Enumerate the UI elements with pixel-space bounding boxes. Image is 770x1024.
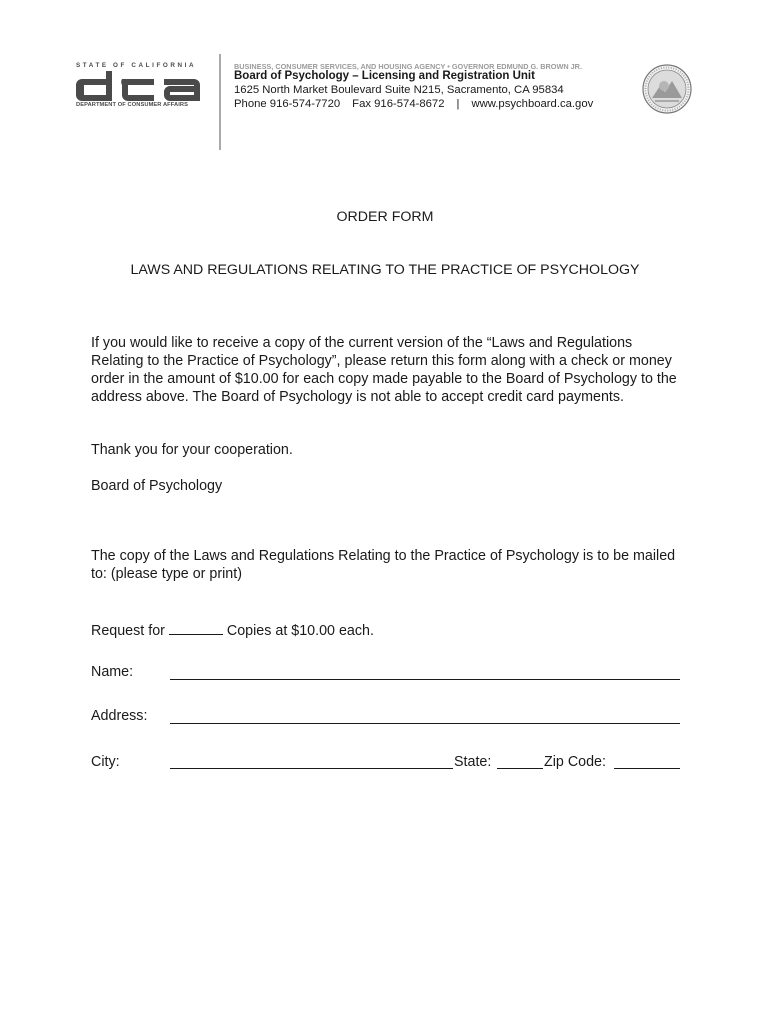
city-label: City: bbox=[91, 754, 120, 770]
signature-text: Board of Psychology bbox=[91, 478, 223, 494]
state-label: State: bbox=[454, 754, 492, 770]
request-line bbox=[91, 620, 374, 639]
header-divider bbox=[219, 54, 221, 150]
form-title: ORDER FORM bbox=[336, 209, 434, 225]
dca-wordmark-icon bbox=[76, 71, 200, 101]
zip-code-label: Zip Code: bbox=[544, 754, 606, 770]
mailing-instructions: The copy of the Laws and Regulations Relating to the Practice of Psychology is to be mailed to: (please type or print) bbox=[91, 548, 676, 583]
logo-state-text: STATE OF CALIFORNIA bbox=[76, 62, 197, 69]
copies-quantity-field[interactable] bbox=[169, 620, 223, 635]
request-prefix: Request for bbox=[91, 623, 165, 639]
state-field[interactable] bbox=[497, 768, 543, 769]
address-label: Address: bbox=[91, 708, 148, 724]
board-address: 1625 North Market Boulevard Suite N215, Sacramento, CA 95834 bbox=[234, 84, 564, 96]
agency-line: BUSINESS, CONSUMER SERVICES, AND HOUSING AGENCY • GOVERNOR EDMUND G. BROWN JR. bbox=[234, 62, 582, 71]
name-label: Name: bbox=[91, 664, 134, 680]
address-field[interactable] bbox=[170, 723, 680, 724]
request-suffix: Copies at $10.00 each. bbox=[226, 623, 374, 639]
fax-number: Fax 916-574-8672 bbox=[352, 98, 445, 110]
phone-number: Phone 916-574-7720 bbox=[234, 98, 341, 110]
form-subtitle: LAWS AND REGULATIONS RELATING TO THE PRACTICE OF PSYCHOLOGY bbox=[130, 262, 640, 278]
thanks-paragraph: Thank you for your cooperation. bbox=[91, 442, 293, 458]
dca-logo bbox=[76, 62, 204, 108]
zip-code-field[interactable] bbox=[614, 768, 680, 769]
instructions-paragraph: If you would like to receive a copy of the current version of the “Laws and Regulations Relating to the Practice of Psychology”, please return this form along with a check or money order in the amount of $10.00 for each copy made payable to the Board of Psychology to the address above. The Board of Psychology is not able to accept credit card payments. bbox=[91, 335, 677, 406]
california-state-seal-icon bbox=[642, 64, 692, 114]
website-link[interactable]: www.psychboard.ca.gov bbox=[471, 98, 594, 110]
logo-department-text: DEPARTMENT OF CONSUMER AFFAIRS bbox=[76, 102, 189, 108]
name-field[interactable] bbox=[170, 679, 680, 680]
contact-line bbox=[234, 98, 605, 110]
city-field[interactable] bbox=[170, 768, 453, 769]
contact-separator: | bbox=[456, 98, 460, 110]
board-name: Board of Psychology – Licensing and Registration Unit bbox=[234, 70, 535, 82]
